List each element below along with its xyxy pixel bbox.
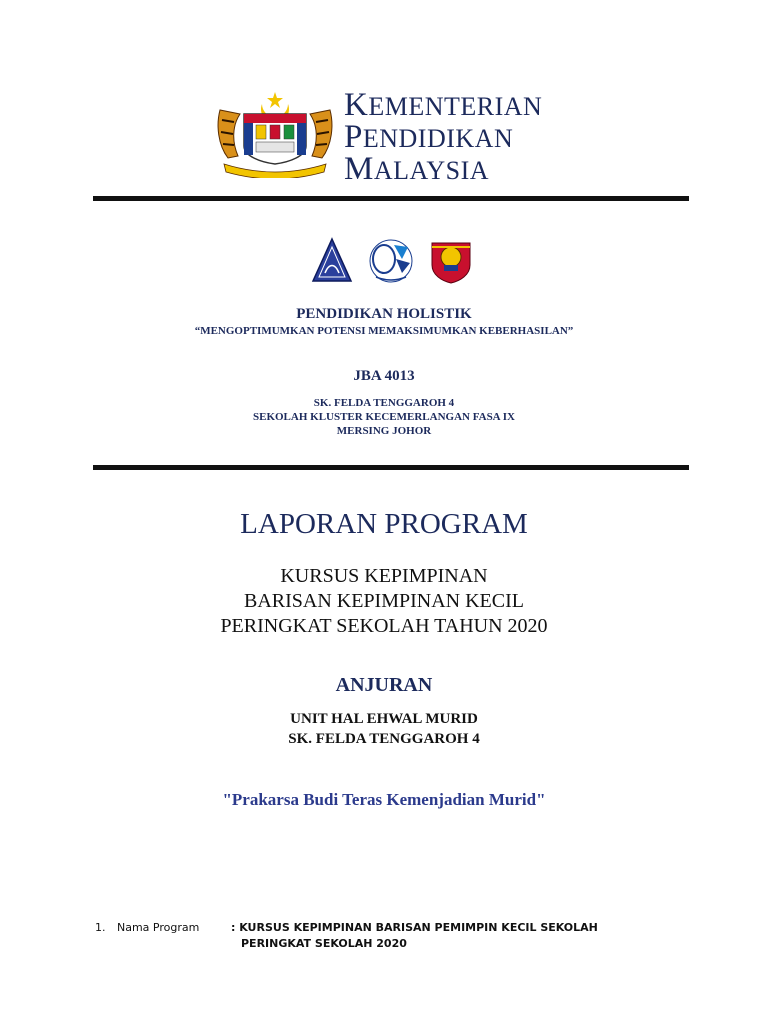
organizer-school: SK. FELDA TENGGAROH 4 xyxy=(288,731,480,747)
report-subtitle: KURSUS KEPIMPINAN xyxy=(280,565,488,587)
school-code: JBA 4013 xyxy=(353,368,415,384)
theme-motto: “MENGOPTIMUMKAN POTENSI MEMAKSIMUMKAN KEBERHASILAN” xyxy=(194,325,574,337)
report-title: LAPORAN PROGRAM xyxy=(240,508,528,540)
ministry-initial: M xyxy=(344,151,374,187)
school-cluster: SEKOLAH KLUSTER KECEMERLANGAN FASA IX xyxy=(252,411,515,423)
organizer-unit: UNIT HAL EHWAL MURID xyxy=(290,711,478,727)
report-subtitle: PERINGKAT SEKOLAH TAHUN 2020 xyxy=(220,615,548,637)
organizer-heading: ANJURAN xyxy=(335,674,433,696)
school-crest-icon xyxy=(428,237,474,285)
ministry-initial: K xyxy=(344,87,369,123)
coat-of-arms-icon xyxy=(214,90,336,178)
divider xyxy=(93,465,689,470)
item-value-continued: PERINGKAT SEKOLAH 2020 xyxy=(241,937,407,950)
ministry-word: EMENTERIAN xyxy=(368,92,543,121)
ministry-word: ENDIDIKAN xyxy=(362,124,514,153)
ministry-word: ALAYSIA xyxy=(373,156,490,185)
school-name: SK. FELDA TENGGAROH 4 xyxy=(313,397,455,409)
program-theme: PENDIDIKAN HOLISTIK xyxy=(296,306,472,322)
divider xyxy=(93,196,689,201)
jpn-logo-icon xyxy=(311,237,353,285)
tagline: "Prakarsa Budi Teras Kemenjadian Murid" xyxy=(222,790,546,809)
ppd-logo-icon xyxy=(368,237,414,285)
item-value: : KURSUS KEPIMPINAN BARISAN PEMIMPIN KECIL SEKOLAH xyxy=(231,921,598,934)
school-location: MERSING JOHOR xyxy=(336,425,432,437)
ministry-initial: P xyxy=(344,119,363,155)
report-subtitle: BARISAN KEPIMPINAN KECIL xyxy=(243,590,524,612)
logo-row xyxy=(0,237,768,287)
ministry-name xyxy=(344,87,543,187)
item-label: Nama Program xyxy=(117,921,200,934)
item-number: 1. xyxy=(95,921,106,934)
